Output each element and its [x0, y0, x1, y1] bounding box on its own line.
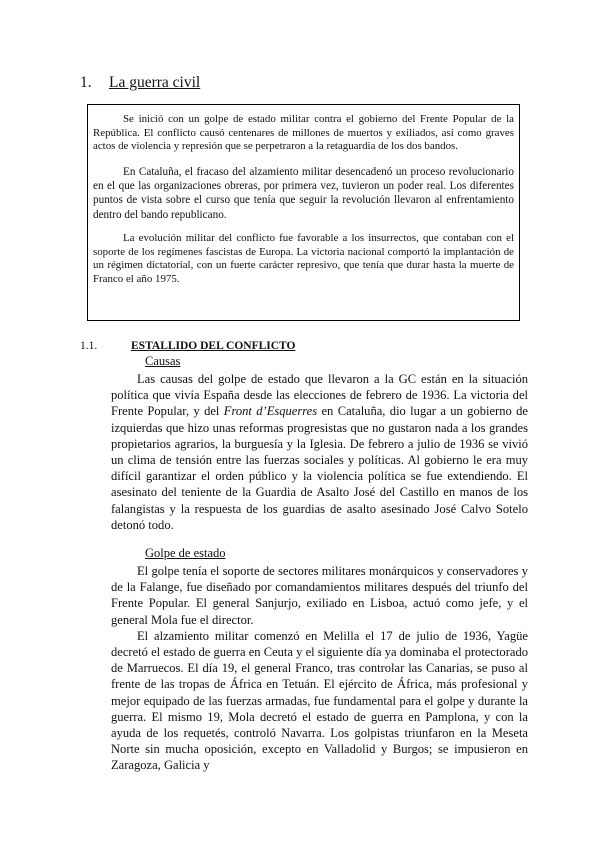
golpe-paragraph: El alzamiento militar comenzó en Melilla el 17 de julio de 1936, Yagüe decretó el estado de guerra en Ceuta y el siguiente día ya dominaba el protectorado de Marruecos. El día 19, el general Franco, tras controlar las Canarias, se puso al frente de las tropas de África en Tetuán. El ejército de África, más profesional y mejor equipado de las fuerzas armadas, fue fundamental para el golpe y durante la guerra. El mismo 19, Mola decretó el estado de guerra en Pamplona, y con la ayuda de los requetés, controló Navarra. Los golpistas triunfaron en la Meseta Norte sin mucha oposición, excepto en Valladolid y Burgos; se impusieron en Zaragoza, Galicia y [111, 628, 528, 773]
summary-paragraph: La evolución militar del conflicto fue favorable a los insurrectos, que contaban con el soporte de los regímenes fascistas de Europa. La victoria nacional comportó la implantación de un régimen dictatorial, con un fuerte carácter represivo, que tenía que durar hasta la muerte de Franco el año 1975. [93, 231, 514, 285]
golpe-body [111, 563, 528, 774]
section-number: 1. [80, 74, 92, 91]
golpe-paragraph: El golpe tenía el soporte de sectores militares monárquicos y conservadores y de la Falange, fue diseñado por comandamientos militares después del triunfo del Frente Popular. El general Sanjurjo, exiliado en Lisboa, actuó como jefe, y el general Mola fue el director. [111, 564, 528, 627]
subsection-number: 1.1. [80, 340, 98, 352]
causas-heading: Causas [145, 354, 181, 368]
subsection-title: ESTALLIDO DEL CONFLICTO [131, 340, 296, 352]
subsection-heading [80, 340, 295, 352]
section-title: La guerra civil [109, 74, 201, 91]
golpe-heading: Golpe de estado [145, 546, 226, 560]
summary-box [87, 104, 520, 321]
causas-paragraph: Las causas del golpe de estado que llevaron a la GC están en la situación política que vivía España desde las elecciones de febrero de 1936. La victoria del Frente Popular, y del Front d’Esquerres en Cataluña, dio lugar a un gobierno de izquierdas que hizo unas reformas progresistas que no gustaron nada a los grandes propietarios agrarios, la burguesía y la Iglesia. De febrero a julio de 1936 se vivió un clima de tensión entre las fuerzas sociales y políticas. Al gobierno le era muy difícil garantizar el orden público y la violencia política se fue extendiendo. El asesinato del teniente de la Guardia de Asalto José del Castillo en manos de los falangistas y la respuesta de los guardias de asalto asesinado José Calvo Sotelo detonó todo. [111, 372, 528, 532]
summary-paragraph: Se inició con un golpe de estado militar contra el gobierno del Frente Popular de la República. El conflicto causó centenares de millones de muertos y exiliados, así como graves actos de violencia y represión que se perpetraron a la retaguardia de los dos bandos. [93, 113, 514, 153]
summary-paragraph: En Cataluña, el fracaso del alzamiento militar desencadenó un proceso revolucionario en el que las organizaciones obreras, por primera vez, tuvieron un poder real. Los diferentes puntos de vista sobre el curso que tenía que seguir la revolución llevaron al enfrentamiento dentro del bando republicano. [93, 165, 514, 221]
causas-body [111, 371, 528, 533]
section-heading [80, 74, 200, 92]
front-desquerres-italic: Front d’Esquerres [223, 404, 318, 419]
